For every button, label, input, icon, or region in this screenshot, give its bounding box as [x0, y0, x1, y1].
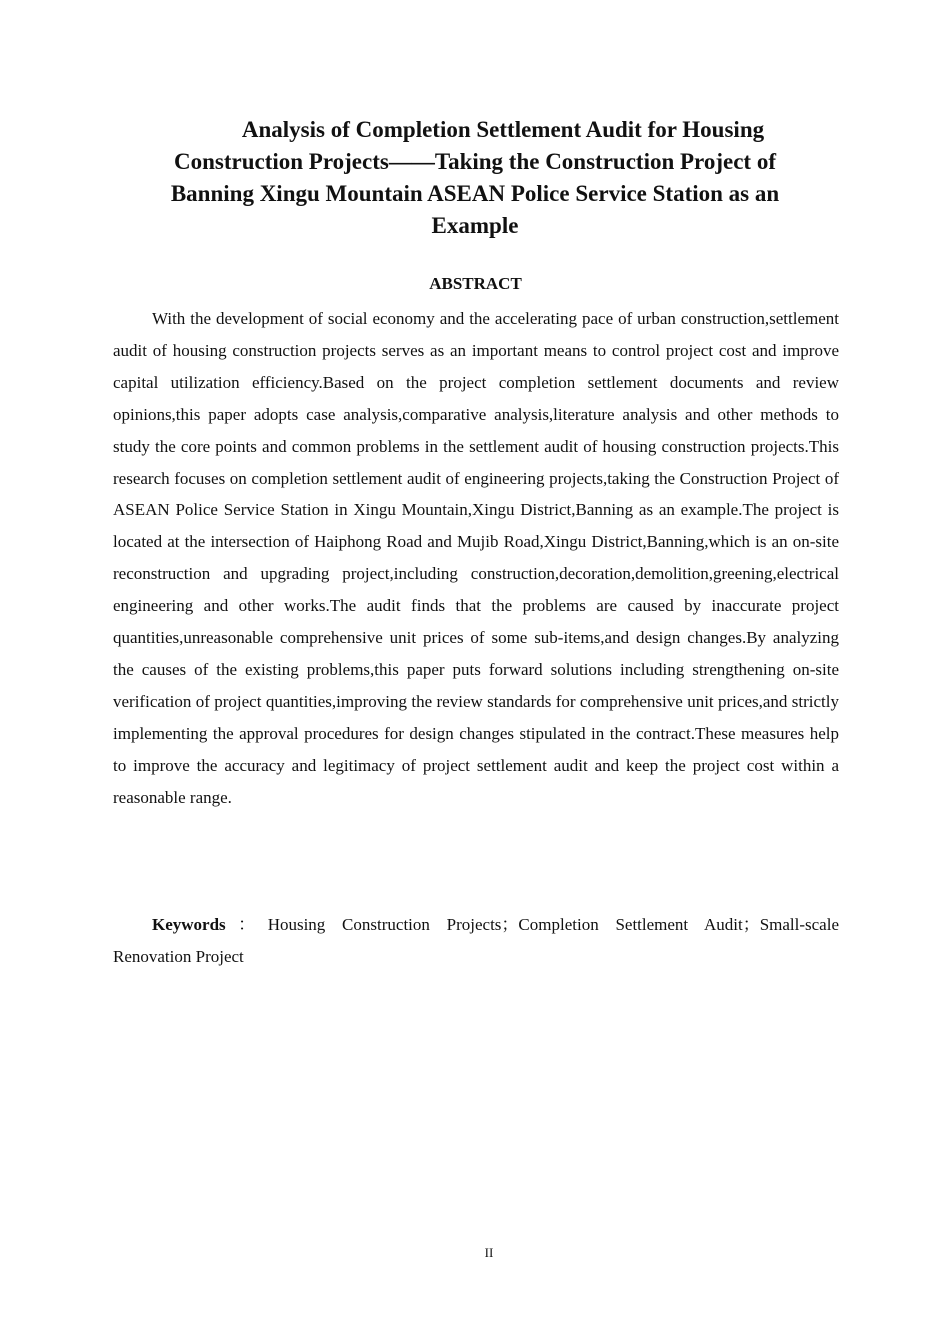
keywords-label: Keywords: [152, 915, 226, 934]
page-number: II: [484, 1245, 494, 1260]
keywords-line: [113, 909, 839, 973]
abstract-body: With the development of social economy and the accelerating pace of urban construction,settlement audit of housing construction projects serves as an important means to control project cost and improve capital utilization efficiency.Based on the project completion settlement documents and review opinions,this paper adopts case analysis,comparative analysis,literature analysis and other methods to study the core points and common problems in the settlement audit of housing construction projects.This research focuses on completion settlement audit of engineering projects,taking the Construction Project of ASEAN Police Service Station in Xingu Mountain,Xingu District,Banning as an example.The project is located at the intersection of Haiphong Road and Mujib Road,Xingu District,Banning,which is an on-site reconstruction and upgrading project,including construction,decoration,demolition,greening,electrical engineering and other works.The audit finds that the problems are caused by inaccurate project quantities,unreasonable comprehensive unit prices of some sub-items,and design changes.By analyzing the causes of the existing problems,this paper puts forward solutions including strengthening on-site verification of project quantities,improving the review standards for comprehensive unit prices,and strictly implementing the approval procedures for design changes stipulated in the contract.These measures help to improve the accuracy and legitimacy of project settlement audit and keep the project cost within a reasonable range.: [113, 309, 839, 807]
paper-title-rest: Construction Projects——Taking the Construction Project of Banning Xingu Mountain ASEAN Police Service Station as an Example: [170, 149, 780, 238]
keywords-items: Housing Construction Projects；Completion Settlement Audit；Small-scale Renovation Project: [113, 915, 839, 966]
abstract-heading: ABSTRACT: [429, 274, 522, 293]
paper-title-line1: Analysis of Completion Settlement Audit for Housing: [241, 117, 765, 142]
keywords-separator: ：: [225, 915, 268, 934]
paper-title: [130, 114, 820, 242]
